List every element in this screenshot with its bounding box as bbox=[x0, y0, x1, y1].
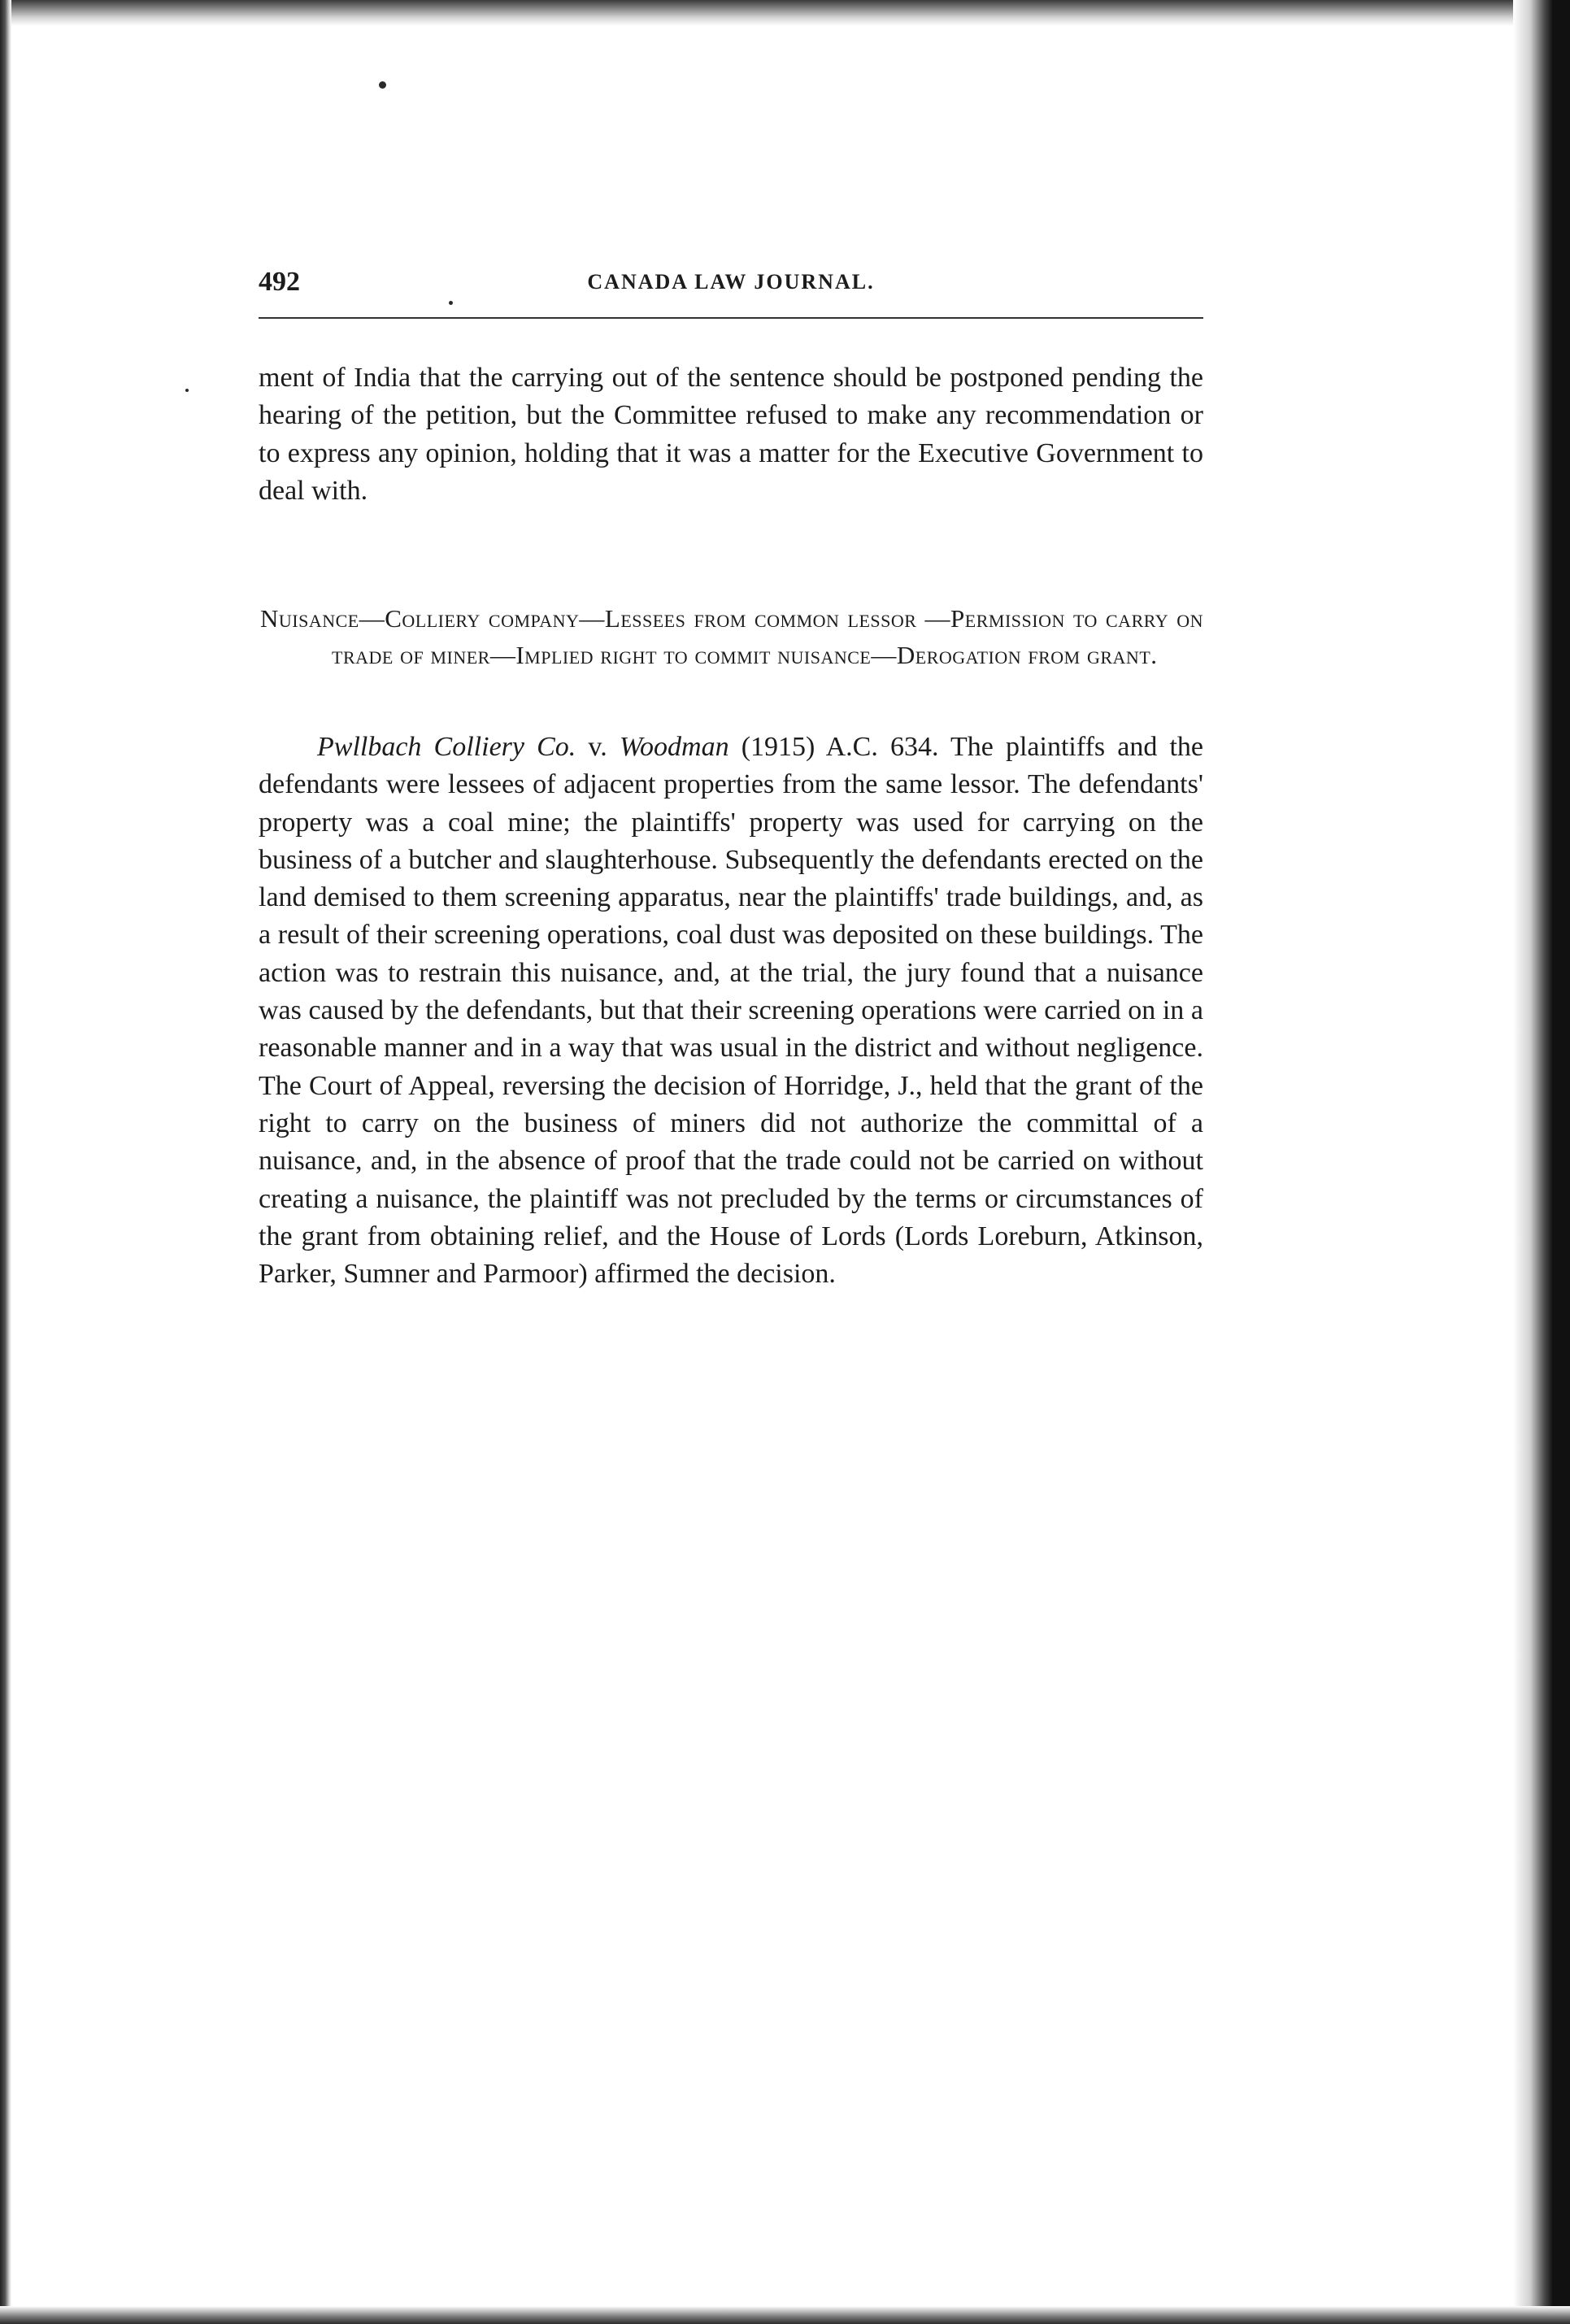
case-versus: v. bbox=[576, 732, 620, 762]
case-paragraph bbox=[259, 729, 1203, 1293]
scan-edge-left bbox=[0, 0, 11, 2324]
page-header bbox=[259, 267, 1203, 307]
scan-edge-top bbox=[0, 0, 1570, 26]
scan-speck bbox=[379, 81, 386, 89]
scan-edge-right bbox=[1513, 0, 1570, 2324]
page-number: 492 bbox=[259, 267, 300, 297]
case-defendant: Woodman bbox=[619, 732, 729, 762]
scan-edge-bottom bbox=[0, 2306, 1570, 2324]
header-rule bbox=[259, 317, 1203, 319]
case-name: Pwllbach Colliery Co. bbox=[317, 732, 576, 762]
scan-speck bbox=[185, 389, 189, 392]
case-body: The plaintiffs and the defendants were lessees of adjacent properties from the same lessor. The defendants' property was a coal mine; the plaintiffs' property was used for carrying on the business of a butcher and slaughterhouse. Subsequently the defendants erected on the land demised to them screening apparatus, near the plaintiffs' trade buildings, and, as a result of their screening operations, coal dust was deposited on these buildings. The action was to restrain this nuisance, and, at the trial, the jury found that a nuisance was caused by the defendants, but that their screening operations were carried on in a reasonable manner and in a way that was usual in the district and without negligence. The Court of Appeal, reversing the decision of Horridge, J., held that the grant of the right to carry on the business of miners did not authorize the committal of a nuisance, and, in the absence of proof that the trade could not be carried on without creating a nuisance, the plaintiff was not precluded by the terms or circumstances of the grant from obtaining relief, and the House of Lords (Lords Loreburn, Atkinson, Parker, Sumner and Parmoor) affirmed the decision. bbox=[259, 732, 1203, 1290]
running-title: CANADA LAW JOURNAL. bbox=[587, 270, 875, 294]
case-headnote: Nuisance—Colliery company—Lessees from common lessor —Permission to carry on trade of miner—Implied right to commit nuisance—Derogation from grant. bbox=[260, 604, 1203, 669]
continued-paragraph: ment of India that the carrying out of the sentence should be postponed pending the hearing of the petition, but the Committee refused to make any recommendation or to express any opinion, holding that it was a matter for the Executive Government to deal with. bbox=[259, 363, 1203, 506]
case-citation: (1915) A.C. 634. bbox=[728, 732, 950, 762]
